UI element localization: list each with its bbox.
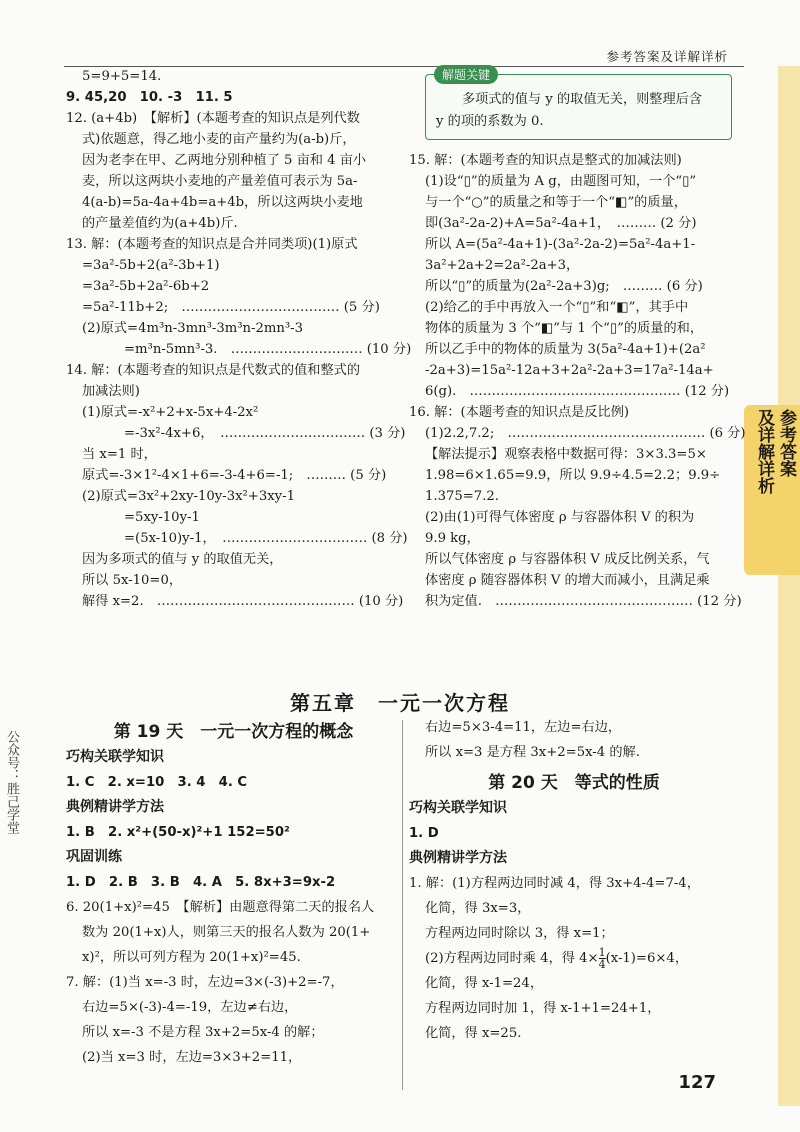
- day19-sec1-heading: 巧构关联学知识: [66, 749, 164, 765]
- text-line: 因为老李在甲、乙两地分别种植了 5 亩和 4 亩小: [82, 153, 367, 168]
- text-line: 解得 x=2. ……………………………………… (10 分): [82, 594, 404, 609]
- text-line: =m³n-5mn³-3. ………………………… (10 分): [124, 342, 412, 357]
- side-vertical-text: 公众号：胜己学堂: [4, 730, 19, 834]
- text-line: 物体的质量为 3 个“◧”与 1 个“▯”的质量的和，: [425, 321, 704, 336]
- side-color-strip: [778, 66, 800, 1106]
- text-line: 麦，所以这两块小麦地的产量差值可表示为 5a-: [82, 174, 358, 189]
- day20-sec1-answers: 1. D: [409, 826, 439, 841]
- fraction: [599, 947, 606, 970]
- key-point-text: [436, 89, 726, 133]
- page-number: 127: [678, 1072, 716, 1093]
- text-line: 数为 20(1+x)人，则第三天的报名人数为 20(1+: [82, 925, 371, 940]
- text-line: (1)设“▯”的质量为 A g，由题图可知，一个“▯”: [425, 174, 697, 189]
- text-line: 所以气体密度 ρ 与容器体积 V 成反比例关系，气: [425, 552, 710, 567]
- text-line: 的产量差值约为(a+4b)斤.: [82, 216, 238, 231]
- answer-line: 9. 45,20 10. -3 11. 5: [66, 90, 233, 105]
- text-line: 4(a-b)=5a-4a+4b=a+4b，所以这两块小麦地: [82, 195, 363, 210]
- side-tab: [744, 405, 800, 575]
- day19-sec3-heading: 巩固训练: [66, 849, 122, 865]
- answer-line: 13. 解：(本题考查的知识点是合并同类项)(1)原式: [66, 237, 358, 252]
- column-divider: [402, 720, 403, 1090]
- answer-line: 6. 20(1+x)²=45 【解析】由题意得第二天的报名人: [66, 900, 375, 915]
- text-line: 所以 x=-3 不是方程 3x+2=5x-4 的解；: [82, 1025, 324, 1040]
- answer-line: 15. 解：(本题考查的知识点是整式的加减法则): [409, 153, 682, 168]
- text-line: 所以 A=(5a²-4a+1)-(3a²-2a-2)=5a²-4a+1-: [425, 237, 696, 252]
- day19-title: 第 19 天 一元一次方程的概念: [113, 722, 354, 742]
- text-line: (2)原式=4m³n-3mn³-3m³n-2mn³-3: [82, 321, 304, 336]
- text-line: (1)原式=-x²+2+x-5x+4-2x²: [82, 405, 259, 420]
- day20-sec1-heading: 巧构关联学知识: [409, 800, 507, 816]
- answer-line: 16. 解：(本题考查的知识点是反比例): [409, 405, 630, 420]
- text-line: (2)原式=3x²+2xy-10y-3x²+3xy-1: [82, 489, 295, 504]
- text-line: =3a²-5b+2(a²-3b+1): [82, 258, 220, 273]
- answer-line: 7. 解：(1)当 x=-3 时，左边=3×(-3)+2=-7，: [66, 975, 344, 990]
- day19-section: [66, 718, 401, 1070]
- side-tab-line-2: 及详解详析: [754, 409, 774, 494]
- text-line: 5=9+5=14.: [82, 69, 162, 84]
- chapter-title: 第五章 一元一次方程: [290, 691, 510, 715]
- day20-section: [409, 715, 739, 1046]
- day20-title: 第 20 天 等式的性质: [488, 773, 660, 793]
- text-line: 所以 5x-10=0，: [82, 573, 183, 588]
- key-point-box: [425, 68, 732, 140]
- text-line: 右边=5×(-3)-4=-19，左边≠右边，: [82, 1000, 298, 1015]
- text-line: =5xy-10y-1: [124, 510, 200, 525]
- text-line: 3a²+2a+2=2a²-2a+3，: [425, 258, 580, 273]
- day19-sec2-heading: 典例精讲学方法: [66, 799, 164, 815]
- text-line: 因为多项式的值与 y 的取值无关，: [82, 552, 283, 567]
- fraction-line: [409, 946, 739, 971]
- text-line: 【解法提示】观察表格中数据可得：3×3.3=5×: [425, 447, 707, 462]
- text-line: 化简，得 x=25.: [425, 1026, 522, 1041]
- text-line: 体密度 ρ 随容器体积 V 的增大而减小，且满足乘: [425, 573, 710, 588]
- text-line: 与一个“○”的质量之和等于一个“◧”的质量，: [425, 195, 687, 210]
- answer-line: 1. 解：(1)方程两边同时减 4，得 3x+4-4=7-4，: [409, 876, 700, 891]
- text-line: =-3x²-4x+6， …………………………… (3 分): [124, 426, 406, 441]
- text-line: 9.9 kg，: [425, 531, 480, 546]
- text-line: 所以“▯”的质量为(2a²-2a+3)g; ……… (6 分): [425, 279, 703, 294]
- text-line: 6(g). ………………………………………… (12 分): [425, 384, 730, 399]
- text-line: x)²，所以可列方程为 20(1+x)²=45.: [82, 950, 301, 965]
- left-answer-column: [66, 66, 412, 612]
- answer-line: 14. 解：(本题考查的知识点是代数式的值和整式的: [66, 363, 361, 378]
- text-line: (2)当 x=3 时，左边=3×3+2=11，: [82, 1050, 302, 1065]
- fraction-denominator: 4: [598, 958, 606, 971]
- text-line: 所以 x=3 是方程 3x+2=5x-4 的解.: [425, 745, 640, 760]
- text-line: -2a+3)=15a²-12a+3+2a²-2a+3=17a²-14a+: [425, 363, 714, 378]
- text-line: 1.98=6×1.65=9.9，所以 9.9÷4.5=2.2；9.9÷: [425, 468, 721, 483]
- text-line: (2)方程两边同时乘 4，得 4×: [425, 951, 599, 966]
- text-line: 1.375=7.2.: [425, 489, 499, 504]
- text-line: 方程两边同时除以 3，得 x=1；: [425, 926, 614, 941]
- side-tab-line-1: 参考答案: [776, 409, 796, 477]
- day20-sec2-heading: 典例精讲学方法: [409, 850, 507, 866]
- running-header: 参考答案及详解详析: [606, 49, 728, 64]
- text-line: 化简，得 3x=3，: [425, 901, 531, 916]
- right-answer-column: [409, 150, 749, 612]
- day19-sec1-answers: 1. C 2. x=10 3. 4 4. C: [66, 775, 248, 790]
- text-line: (x-1)=6×4，: [605, 951, 689, 966]
- fraction-numerator: 1: [598, 946, 606, 959]
- text-line: 原式=-3×1²-4×1+6=-3-4+6=-1; ……… (5 分): [82, 468, 387, 483]
- text-line: 加减法则): [82, 384, 140, 399]
- text-line: (2)由(1)可得气体密度 ρ 与容器体积 V 的积为: [425, 510, 695, 525]
- text-line: 即(3a²-2a-2)+A=5a²-4a+1， ……… (2 分): [425, 216, 697, 231]
- text-line: 式)依题意，得乙地小麦的亩产量约为(a-b)斤，: [82, 132, 356, 147]
- text-line: 方程两边同时加 1，得 x-1+1=24+1，: [425, 1001, 661, 1016]
- text-line: (1)2.2,7.2; ……………………………………… (6 分): [425, 426, 746, 441]
- day19-sec3-answers: 1. D 2. B 3. B 4. A 5. 8x+3=9x-2: [66, 875, 336, 890]
- answer-line: 12. (a+4b) 【解析】(本题考查的知识点是列代数: [66, 111, 360, 126]
- text-line: 所以乙手中的物体的质量为 3(5a²-4a+1)+(2a²: [425, 342, 706, 357]
- text-line: (2)给乙的手中再放入一个“▯”和“◧”，其手中: [425, 300, 689, 315]
- text-line: 积为定值. ……………………………………… (12 分): [425, 594, 742, 609]
- text-line: 右边=5×3-4=11，左边=右边，: [425, 720, 622, 735]
- text-line: =(5x-10)y-1， …………………………… (8 分): [124, 531, 408, 546]
- text-line: =3a²-5b+2a²-6b+2: [82, 279, 210, 294]
- text-line: 当 x=1 时，: [82, 447, 157, 462]
- text-line: 化简，得 x-1=24，: [425, 976, 544, 991]
- key-point-line: 多项式的值与 y 的取值无关，则整理后含: [462, 92, 703, 107]
- key-point-line: y 的项的系数为 0.: [436, 114, 544, 129]
- text-line: =5a²-11b+2; ……………………………… (5 分): [82, 300, 380, 315]
- key-point-tag: 解题关键: [434, 65, 498, 84]
- day19-sec2-answers: 1. B 2. x²+(50-x)²+1 152=50²: [66, 825, 290, 840]
